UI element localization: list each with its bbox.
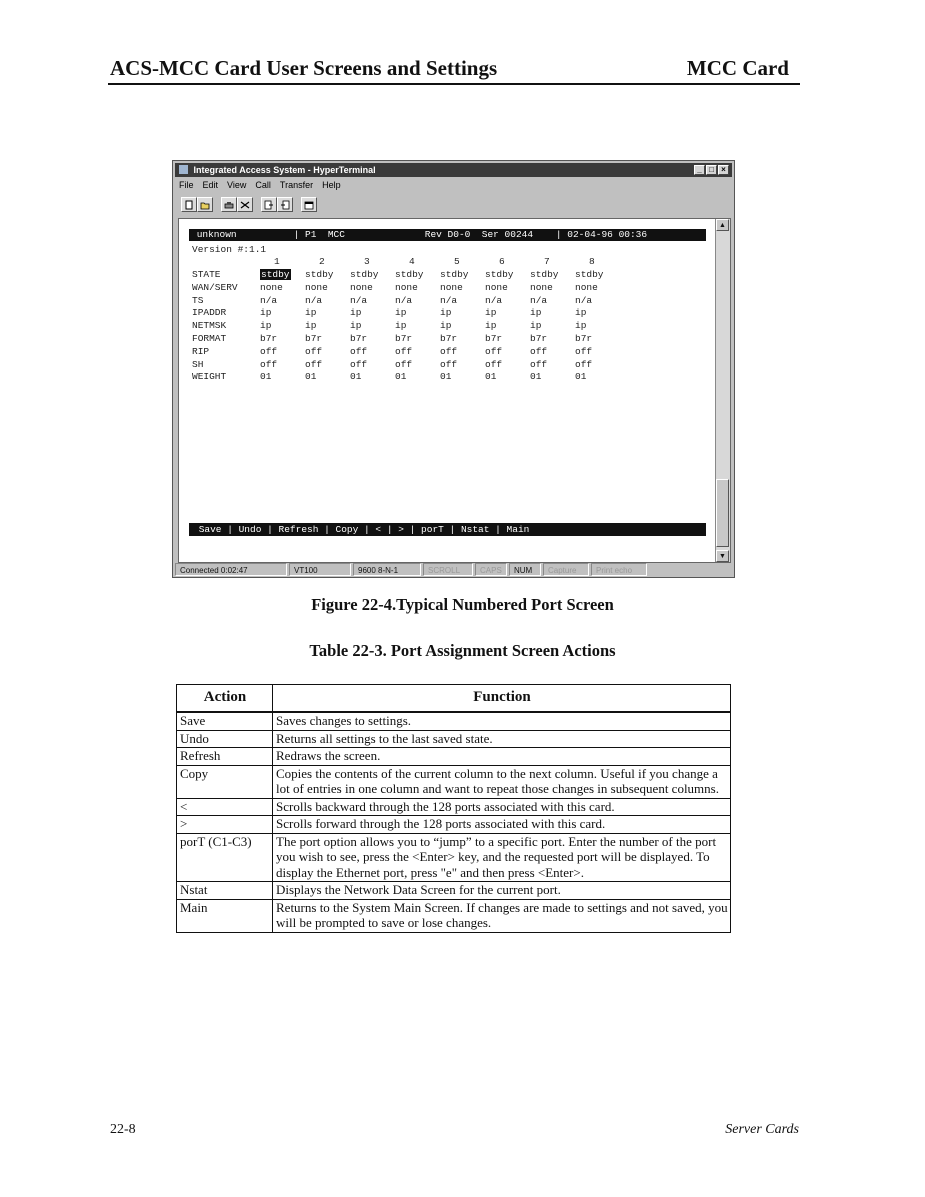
setting-value[interactable]: off xyxy=(485,345,503,357)
setting-value[interactable]: 01 xyxy=(305,371,317,383)
setting-value[interactable]: b7r xyxy=(260,333,278,344)
status-settings: 9600 8-N-1 xyxy=(353,563,421,576)
setting-value[interactable]: off xyxy=(575,345,593,357)
setting-value[interactable]: off xyxy=(530,358,548,370)
scrollbar-thumb[interactable] xyxy=(716,479,729,547)
table-row xyxy=(177,899,731,932)
table-row xyxy=(177,833,731,882)
setting-value[interactable]: ip xyxy=(485,307,497,319)
send-file-icon xyxy=(264,200,274,210)
menu-help[interactable]: Help xyxy=(322,180,341,190)
actions-table xyxy=(176,684,731,933)
function-cell: Saves changes to settings. xyxy=(273,712,731,730)
version-text: Version #:1.1 xyxy=(192,244,267,255)
setting-value[interactable]: off xyxy=(575,358,593,370)
action-cell: Nstat xyxy=(177,882,273,900)
setting-value[interactable]: stdby xyxy=(485,269,514,280)
terminal-action-line[interactable]: Save | Undo | Refresh | Copy | < | > | porT | Nstat | Main xyxy=(189,523,706,536)
setting-value[interactable]: b7r xyxy=(395,333,413,344)
hang-up-icon xyxy=(240,200,250,210)
setting-value[interactable]: 01 xyxy=(440,371,452,383)
vertical-scrollbar[interactable] xyxy=(715,219,730,562)
setting-value[interactable]: off xyxy=(530,345,548,357)
action-cell: Save xyxy=(177,712,273,730)
setting-value[interactable]: off xyxy=(350,358,368,370)
page-header-title: ACS-MCC Card User Screens and Settings xyxy=(110,56,498,80)
table-row xyxy=(177,798,731,816)
setting-value[interactable]: n/a xyxy=(305,294,323,306)
receive-file-icon xyxy=(280,200,290,210)
setting-value[interactable]: stdby xyxy=(440,269,469,280)
terminal-screen xyxy=(189,229,706,383)
table-row xyxy=(177,816,731,834)
action-cell: Main xyxy=(177,899,273,932)
setting-value[interactable]: 01 xyxy=(395,371,407,383)
table-row xyxy=(177,748,731,766)
terminal-area[interactable] xyxy=(178,218,731,563)
setting-value[interactable]: n/a xyxy=(260,294,278,306)
send-button[interactable] xyxy=(261,197,277,212)
call-button[interactable] xyxy=(221,197,237,212)
function-cell: Returns all settings to the last saved state. xyxy=(273,730,731,748)
function-cell: Redraws the screen. xyxy=(273,748,731,766)
setting-value[interactable]: off xyxy=(305,345,323,357)
chapter-name: Server Cards xyxy=(725,1122,799,1137)
setting-value[interactable]: ip xyxy=(260,320,272,332)
setting-value[interactable]: none xyxy=(440,281,463,293)
function-cell: Displays the Network Data Screen for the current port. xyxy=(273,882,731,900)
table-row xyxy=(177,712,731,730)
table-row xyxy=(177,730,731,748)
setting-value[interactable]: off xyxy=(260,358,278,370)
port-number: 2 xyxy=(319,256,325,267)
column-header-action: Action xyxy=(177,685,273,713)
action-cell: < xyxy=(177,798,273,816)
setting-label: TS xyxy=(192,294,204,306)
setting-value[interactable]: stdby xyxy=(530,269,559,280)
status-num: NUM xyxy=(509,563,541,576)
port-number: 8 xyxy=(589,256,595,267)
action-cell: Refresh xyxy=(177,748,273,766)
setting-label: IPADDR xyxy=(192,307,227,319)
status-caps: CAPS xyxy=(475,563,507,576)
setting-value[interactable]: stdby xyxy=(350,269,379,280)
port-number: 3 xyxy=(364,256,370,267)
function-cell: Copies the contents of the current column to the next column. Useful if you change a lot of entries in one column and want to repeat those changes in subsequent columns. xyxy=(273,765,731,798)
setting-value[interactable]: 01 xyxy=(530,371,542,383)
setting-value[interactable]: ip xyxy=(260,307,272,319)
menu-file[interactable]: File xyxy=(179,180,194,190)
toolbar xyxy=(181,197,317,212)
setting-label: NETMSK xyxy=(192,320,227,332)
setting-label: SH xyxy=(192,358,204,370)
setting-value[interactable]: n/a xyxy=(530,294,548,306)
table-header-row xyxy=(177,685,731,713)
table-row xyxy=(177,882,731,900)
menu-edit[interactable]: Edit xyxy=(202,180,219,190)
setting-value[interactable]: off xyxy=(260,345,278,357)
setting-value[interactable]: 01 xyxy=(485,371,497,383)
setting-value[interactable]: none xyxy=(485,281,508,293)
function-cell: Returns to the System Main Screen. If changes are made to settings and not saved, you will be prompted to save or lose changes. xyxy=(273,899,731,932)
setting-value[interactable]: ip xyxy=(575,320,587,332)
setting-value[interactable]: off xyxy=(350,345,368,357)
setting-value[interactable]: b7r xyxy=(530,333,548,344)
status-print-echo: Print echo xyxy=(591,563,647,576)
status-capture: Capture xyxy=(543,563,589,576)
setting-value[interactable]: stdby xyxy=(395,269,424,280)
setting-value[interactable]: b7r xyxy=(440,333,458,344)
scroll-down-arrow-icon[interactable]: ▼ xyxy=(716,550,729,562)
setting-value[interactable]: n/a xyxy=(485,294,503,306)
setting-value[interactable]: b7r xyxy=(485,333,503,344)
setting-value[interactable]: ip xyxy=(395,320,407,332)
page-number: 22-8 xyxy=(110,1122,136,1137)
column-header-function: Function xyxy=(273,685,731,713)
function-cell: The port option allows you to “jump” to a specific port. Enter the number of the port you wish to see, press the <Enter> key, and the requested port will be displayed. To display the Ethernet port, press "e" and then press <Enter>. xyxy=(273,833,731,882)
setting-value[interactable]: off xyxy=(440,345,458,357)
port-number: 5 xyxy=(454,256,460,267)
setting-value[interactable]: b7r xyxy=(575,333,593,344)
menu-view[interactable]: View xyxy=(227,180,247,190)
port-number: 1 xyxy=(274,256,280,267)
setting-value[interactable]: ip xyxy=(575,307,587,319)
minimize-button[interactable]: _ xyxy=(694,165,705,175)
scroll-up-arrow-icon[interactable]: ▲ xyxy=(716,219,729,231)
status-connected: Connected 0:02:47 xyxy=(175,563,287,576)
setting-value[interactable]: off xyxy=(485,358,503,370)
maximize-button[interactable]: □ xyxy=(706,165,717,175)
port-number: 4 xyxy=(409,256,415,267)
open-folder-icon xyxy=(200,200,210,210)
setting-value[interactable]: off xyxy=(305,358,323,370)
properties-button[interactable] xyxy=(301,197,317,212)
table-row xyxy=(177,765,731,798)
setting-value[interactable]: ip xyxy=(485,320,497,332)
setting-value[interactable]: ip xyxy=(395,307,407,319)
setting-value[interactable]: none xyxy=(305,281,328,293)
setting-value[interactable]: ip xyxy=(440,320,452,332)
function-cell: Scrolls backward through the 128 ports associated with this card. xyxy=(273,798,731,816)
setting-value[interactable]: off xyxy=(440,358,458,370)
setting-value[interactable]: stdby xyxy=(305,269,334,280)
function-cell: Scrolls forward through the 128 ports associated with this card. xyxy=(273,816,731,834)
setting-label: FORMAT xyxy=(192,333,227,344)
setting-value[interactable]: none xyxy=(575,281,598,293)
menu-transfer[interactable]: Transfer xyxy=(279,180,314,190)
terminal-status-line: unknown | P1 MCC Rev D0-0 Ser 00244 | 02-04-96 00:36 xyxy=(189,229,706,241)
header-rule xyxy=(108,83,800,85)
new-connection-button[interactable] xyxy=(181,197,197,212)
setting-value[interactable]: 01 xyxy=(575,371,587,383)
setting-label: WEIGHT xyxy=(192,371,227,383)
setting-value[interactable]: none xyxy=(260,281,283,293)
action-cell: > xyxy=(177,816,273,834)
action-cell: porT (C1-C3) xyxy=(177,833,273,882)
setting-value[interactable]: ip xyxy=(350,307,362,319)
hyperterminal-window xyxy=(172,160,735,578)
setting-label: WAN/SERV xyxy=(192,281,238,293)
table-caption: Table 22-3. Port Assignment Screen Actions xyxy=(309,641,616,660)
hyperterminal-app-icon xyxy=(179,165,188,174)
setting-value[interactable]: n/a xyxy=(575,294,593,306)
phone-icon xyxy=(224,200,234,210)
setting-value[interactable]: ip xyxy=(440,307,452,319)
properties-icon xyxy=(304,200,314,210)
status-scroll: SCROLL xyxy=(423,563,473,576)
setting-value[interactable]: b7r xyxy=(305,333,323,344)
setting-label: RIP xyxy=(192,345,210,357)
setting-value[interactable]: none xyxy=(350,281,373,293)
setting-value[interactable]: n/a xyxy=(440,294,458,306)
setting-label: STATE xyxy=(192,269,221,280)
setting-value[interactable]: n/a xyxy=(395,294,413,306)
open-button[interactable] xyxy=(197,197,213,212)
port-number: 7 xyxy=(544,256,550,267)
setting-value[interactable]: off xyxy=(395,345,413,357)
setting-value[interactable]: 01 xyxy=(350,371,362,383)
figure-caption: Figure 22-4.Typical Numbered Port Screen xyxy=(311,595,614,614)
setting-value[interactable]: ip xyxy=(305,320,317,332)
receive-button[interactable] xyxy=(277,197,293,212)
menu-call[interactable]: Call xyxy=(255,180,271,190)
action-cell: Copy xyxy=(177,765,273,798)
window-statusbar xyxy=(175,563,649,576)
setting-value[interactable]: ip xyxy=(530,320,542,332)
window-title: Integrated Access System - HyperTerminal xyxy=(193,165,376,175)
close-button[interactable]: × xyxy=(718,165,729,175)
setting-value[interactable]: none xyxy=(530,281,553,293)
setting-value[interactable]: off xyxy=(395,358,413,370)
port-number: 6 xyxy=(499,256,505,267)
menu-bar xyxy=(179,180,341,190)
new-document-icon xyxy=(184,200,194,210)
window-titlebar[interactable] xyxy=(175,163,732,177)
disconnect-button[interactable] xyxy=(237,197,253,212)
setting-value[interactable]: ip xyxy=(350,320,362,332)
setting-value[interactable]: ip xyxy=(530,307,542,319)
setting-value[interactable]: none xyxy=(395,281,418,293)
page-header-section: MCC Card xyxy=(686,56,789,80)
setting-value[interactable]: stdby xyxy=(575,269,604,280)
status-emulation: VT100 xyxy=(289,563,351,576)
setting-value[interactable]: ip xyxy=(305,307,317,319)
setting-value[interactable]: n/a xyxy=(350,294,368,306)
setting-value[interactable]: stdby xyxy=(261,269,290,280)
action-cell: Undo xyxy=(177,730,273,748)
setting-value[interactable]: b7r xyxy=(350,333,368,344)
setting-value[interactable]: 01 xyxy=(260,371,272,383)
